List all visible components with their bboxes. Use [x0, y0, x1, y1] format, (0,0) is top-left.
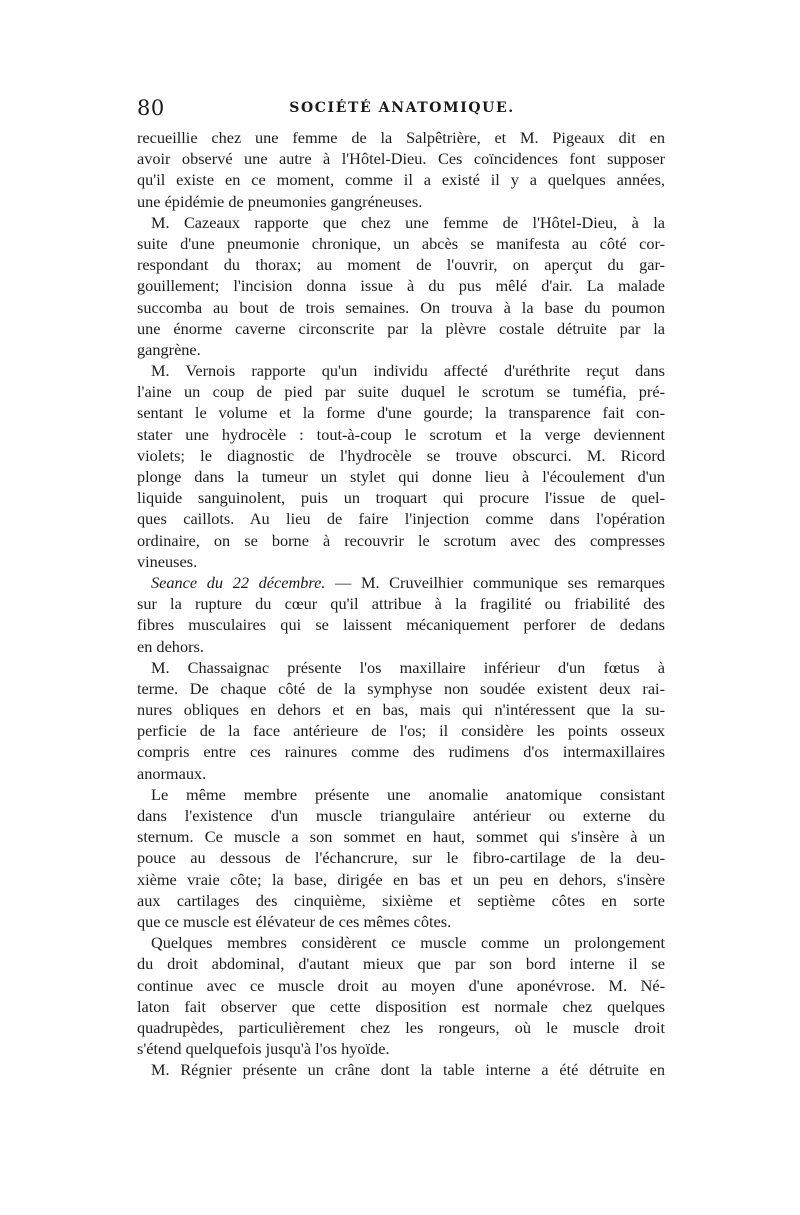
text-line: sternum. Ce muscle a son sommet en haut, sommet qui s'insère à un	[137, 827, 665, 847]
seance-text: M. Cruveilhier communique ses remarques	[360, 572, 665, 592]
text-line: pouce au dessous de l'échancrure, sur le fibro-cartilage de la deu-	[137, 848, 665, 868]
text-line: ques caillots. Au lieu de faire l'injection comme dans l'opération	[137, 509, 665, 529]
text-line: M. Régnier présente un crâne dont la table interne a été détruite en	[151, 1060, 665, 1080]
text-line: M. Cazeaux rapporte que chez une femme de l'Hôtel-Dieu, à la	[151, 212, 665, 232]
seance-date: Seance du 22 décembre.	[151, 572, 326, 592]
text-line: l'aine un coup de pied par suite duquel le scrotum se tuméfia, pré-	[137, 382, 665, 402]
text-line: avoir observé une autre à l'Hôtel-Dieu. Ces coïncidences font supposer	[137, 149, 665, 169]
text-line: M. Vernois rapporte qu'un individu affecté d'uréthrite reçut dans	[151, 361, 665, 381]
body-text	[137, 127, 665, 1080]
text-line: une énorme caverne circonscrite par la plèvre costale détruite par la	[137, 318, 665, 338]
text-line: vineuses.	[137, 551, 198, 571]
text-line: gouillement; l'incision donna issue à du pus mêlé d'air. La malade	[137, 276, 665, 296]
text-line: aux cartilages des cinquième, sixième et septième côtes en sorte	[137, 890, 665, 910]
text-line: ordinaire, on se borne à recouvrir le scrotum avec des compresses	[137, 530, 665, 550]
text-line: gangrène.	[137, 339, 201, 359]
text-line: que ce muscle est élévateur de ces mêmes côtes.	[137, 911, 452, 931]
text-line: une épidémie de pneumonies gangréneuses.	[137, 191, 423, 211]
text-line: sur la rupture du cœur qu'il attribue à la fragilité ou friabilité des	[137, 594, 665, 614]
text-line: recueillie chez une femme de la Salpêtrière, et M. Pigeaux dit en	[137, 128, 665, 147]
text-line: qu'il existe en ce moment, comme il a existé il y a quelques années,	[137, 170, 665, 190]
text-line: xième vraie côte; la base, dirigée en bas et un peu en dehors, s'insère	[137, 869, 665, 889]
text-line: du droit abdominal, d'autant mieux que par son bord interne il se	[137, 954, 665, 974]
text-line: stater une hydrocèle : tout-à-coup le scrotum et la verge deviennent	[137, 424, 665, 444]
text-line: terme. De chaque côté de la symphyse non soudée existent deux rai-	[137, 678, 665, 698]
text-line: anormaux.	[137, 763, 207, 783]
text-line: continue avec ce muscle droit au moyen d'une aponévrose. M. Né-	[137, 975, 665, 995]
text-line: Quelques membres considèrent ce muscle comme un prolongement	[151, 933, 665, 953]
running-title: SOCIÉTÉ ANATOMIQUE.	[289, 100, 515, 116]
text-line: M. Chassaignac présente l'os maxillaire inférieur d'un fœtus à	[151, 657, 665, 677]
text-line: perficie de la face antérieure de l'os; il considère les points osseux	[137, 721, 665, 741]
text-line: liquide sanguinolent, puis un troquart qui procure l'issue de quel-	[137, 488, 665, 508]
page-header	[137, 96, 665, 122]
text-line: compris entre ces rainures comme des rudimens d'os intermaxillaires	[137, 742, 665, 762]
seance-line: Seance du 22 décembre. — M. Cruveilhier communique ses remarques	[151, 572, 665, 592]
text-line: s'étend quelquefois jusqu'à l'os hyoïde.	[137, 1039, 390, 1059]
text-line: dans l'existence d'un muscle triangulaire antérieur ou externe du	[137, 806, 665, 825]
text-line: Le même membre présente une anomalie anatomique consistant	[151, 784, 665, 804]
text-line: respondant du thorax; au moment de l'ouvrir, on aperçut du gar-	[137, 255, 665, 275]
text-line: en dehors.	[137, 636, 204, 656]
page-number: 80	[137, 96, 165, 120]
text-line: laton fait observer que cette disposition est normale chez quelques	[137, 996, 665, 1016]
text-line: nures obliques en dehors et en bas, mais qui n'intéressent que la su-	[137, 700, 665, 720]
text-line: fibres musculaires qui se laissent mécaniquement perforer de dedans	[137, 615, 665, 635]
text-line: suite d'une pneumonie chronique, un abcès se manifesta au côté cor-	[137, 233, 665, 253]
text-line: quadrupèdes, particulièrement chez les rongeurs, où le muscle droit	[137, 1017, 665, 1037]
text-line: sentant le volume et la forme d'une gourde; la transparence fait con-	[137, 403, 665, 423]
text-line: plonge dans la tumeur un stylet qui donne lieu à l'écoulement d'un	[137, 467, 665, 486]
text-line: succomba au bout de trois semaines. On trouva à la base du poumon	[137, 297, 665, 317]
text-line: violets; le diagnostic de l'hydrocèle se trouve obscurci. M. Ricord	[137, 445, 665, 465]
